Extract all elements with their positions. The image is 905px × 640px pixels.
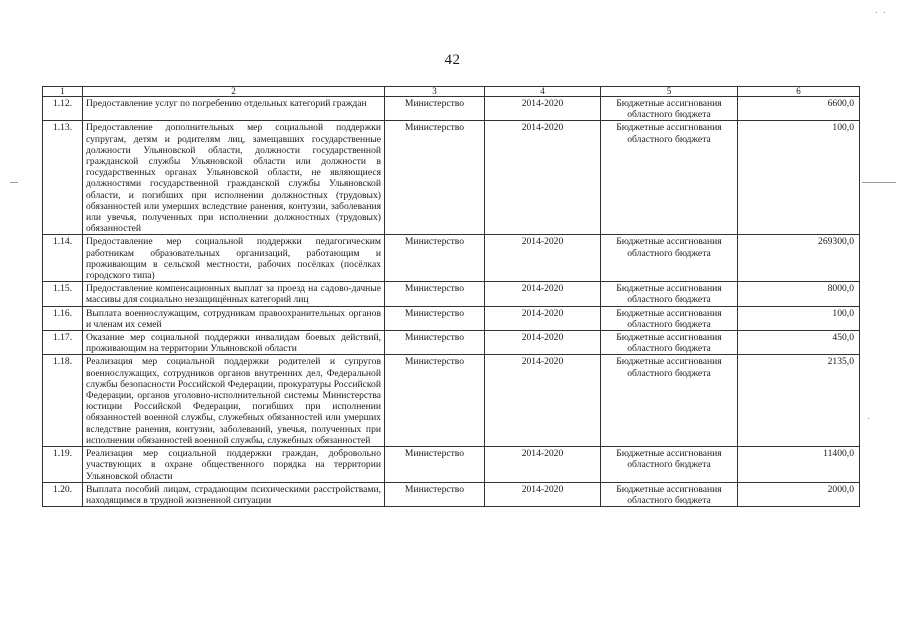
table-row [43,355,860,447]
funding-source-cell: Бюджетные ассигнования областного бюджета [601,282,738,306]
measure-description: Оказание мер социальной поддержки инвалидам боевых действий, проживающим на территории Ульяновской области [83,331,385,355]
row-number: 1.17. [43,331,83,355]
period-cell: 2014-2020 [485,482,601,506]
period-cell: 2014-2020 [485,282,601,306]
column-header-5: 5 [601,87,738,97]
row-number: 1.14. [43,235,83,282]
period-cell: 2014-2020 [485,355,601,447]
executor-cell: Министерство [385,97,485,121]
executor-cell: Министерство [385,331,485,355]
column-header-4: 4 [485,87,601,97]
funding-source-cell: Бюджетные ассигнования областного бюджета [601,97,738,121]
table-row [43,482,860,506]
funding-source-cell: Бюджетные ассигнования областного бюджета [601,121,738,235]
measure-description: Реализация мер социальной поддержки родителей и супругов военнослужащих, сотрудников органов внутренних дел, Федеральной службы безопасности Российской Федерации, прокуратуры Российской Федерации, органов уголовно-исполнительной системы Министерства юстиции Российской Федерации, погибших при исполнении обязанностей военной службы, служебных обязанностей или умерших вследствие ранения, контузии, заболеваний, увечья, полученных при исполнении обязанностей военной службы, служебных обязанностей [83,355,385,447]
period-cell: 2014-2020 [485,306,601,330]
measure-description: Предоставление компенсационных выплат за проезд на садово-дачные массивы для социально незащищённых категорий лиц [83,282,385,306]
table-row [43,306,860,330]
amount-cell: 100,0 [738,121,860,235]
column-header-6: 6 [738,87,860,97]
period-cell: 2014-2020 [485,331,601,355]
measure-description: Выплата военнослужащим, сотрудникам правоохранительных органов и членам их семей [83,306,385,330]
executor-cell: Министерство [385,282,485,306]
amount-cell: 6600,0 [738,97,860,121]
funding-source-cell: Бюджетные ассигнования областного бюджета [601,235,738,282]
scan-dot [868,418,869,419]
funding-source-cell: Бюджетные ассигнования областного бюджета [601,306,738,330]
table-header-row [43,87,860,97]
row-number: 1.18. [43,355,83,447]
budget-table [42,86,860,507]
row-number: 1.15. [43,282,83,306]
scan-dot [884,12,885,13]
executor-cell: Министерство [385,306,485,330]
row-number: 1.12. [43,97,83,121]
amount-cell: 8000,0 [738,282,860,306]
amount-cell: 2000,0 [738,482,860,506]
measure-description: Реализация мер социальной поддержки граждан, добровольно участвующих в охране общественного порядка на территории Ульяновской области [83,447,385,483]
column-header-2: 2 [83,87,385,97]
table-row [43,121,860,235]
row-number: 1.20. [43,482,83,506]
measure-description: Выплата пособий лицам, страдающим психическими расстройствами, находящимся в трудной жизненной ситуации [83,482,385,506]
page-number: 42 [444,52,461,68]
table-row [43,235,860,282]
period-cell: 2014-2020 [485,447,601,483]
executor-cell: Министерство [385,235,485,282]
executor-cell: Министерство [385,355,485,447]
scan-mark [862,182,896,183]
row-number: 1.19. [43,447,83,483]
amount-cell: 11400,0 [738,447,860,483]
column-header-3: 3 [385,87,485,97]
amount-cell: 450,0 [738,331,860,355]
column-header-1: 1 [43,87,83,97]
measure-description: Предоставление мер социальной поддержки педагогическим работникам образовательных организаций, работающим и проживающим в сельской местности, рабочих посёлках (посёлках городского типа) [83,235,385,282]
measure-description: Предоставление дополнительных мер социальной поддержки супругам, детям и родителям лиц, замещавших государственные должности Ульяновской области, должности государственной гражданской службы Ульяновской области или должности в государственных органах Ульяновской области, не являющиеся должностями государственной гражданской службы Ульяновской области, и погибших при исполнении должностных (трудовых) обязанностей или умерших вследствие ранения, контузии, заболевания или увечья, полученных при исполнении должностных (трудовых) обязанностей [83,121,385,235]
table-row [43,282,860,306]
row-number: 1.16. [43,306,83,330]
funding-source-cell: Бюджетные ассигнования областного бюджета [601,447,738,483]
table-row [43,97,860,121]
amount-cell: 2135,0 [738,355,860,447]
period-cell: 2014-2020 [485,121,601,235]
funding-source-cell: Бюджетные ассигнования областного бюджета [601,355,738,447]
amount-cell: 269300,0 [738,235,860,282]
table-row [43,447,860,483]
period-cell: 2014-2020 [485,235,601,282]
executor-cell: Министерство [385,447,485,483]
executor-cell: Министерство [385,121,485,235]
executor-cell: Министерство [385,482,485,506]
funding-source-cell: Бюджетные ассигнования областного бюджета [601,331,738,355]
table-row [43,331,860,355]
funding-source-cell: Бюджетные ассигнования областного бюджета [601,482,738,506]
scan-mark [10,182,18,183]
amount-cell: 100,0 [738,306,860,330]
period-cell: 2014-2020 [485,97,601,121]
row-number: 1.13. [43,121,83,235]
scan-dot [876,12,877,13]
measure-description: Предоставление услуг по погребению отдельных категорий граждан [83,97,385,121]
